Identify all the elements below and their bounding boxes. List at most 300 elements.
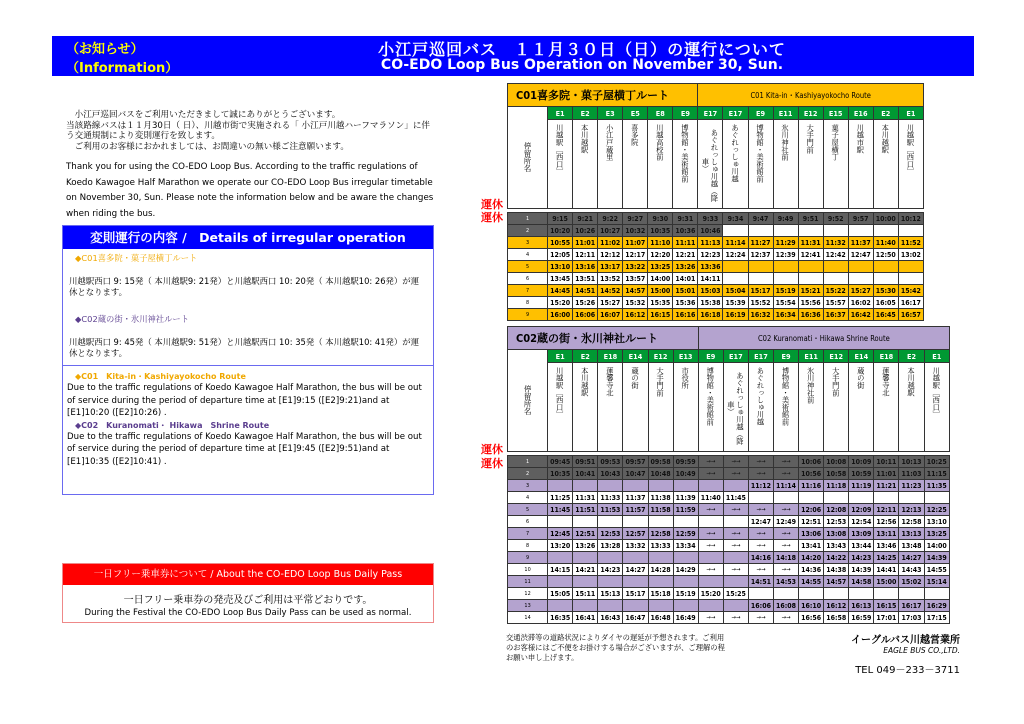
departure-time: [773, 261, 798, 273]
departure-time: 11:33: [598, 492, 623, 504]
departure-time: 10:56: [799, 468, 824, 480]
departure-time: 14:01: [673, 273, 698, 285]
departure-time: 16:37: [823, 309, 848, 321]
departure-time: 11:51: [573, 504, 598, 516]
timetable-row: [508, 576, 950, 588]
departure-time: 10:00: [873, 213, 898, 225]
departure-time: 16:57: [898, 309, 923, 321]
departure-time: 15:30: [873, 285, 898, 297]
departure-time: 13:28: [598, 540, 623, 552]
departure-time: →→: [698, 456, 723, 468]
departure-time: 13:20: [548, 540, 573, 552]
departure-time: 15:03: [698, 285, 723, 297]
stop-code: E2: [573, 350, 598, 363]
departure-time: [823, 261, 848, 273]
departure-time: 9:51: [798, 213, 823, 225]
stop-name: 蓮馨寺北: [605, 367, 615, 397]
departure-time: →→: [698, 564, 723, 576]
departure-time: 9:27: [623, 213, 648, 225]
departure-time: 15:20: [548, 297, 573, 309]
departure-time: [723, 600, 748, 612]
stop-code: E5: [623, 107, 648, 120]
stop-code: E9: [748, 107, 773, 120]
departure-time: 16:17: [898, 297, 923, 309]
page-title-en: CO-EDO Loop Bus Operation on November 30, Sun.: [380, 57, 784, 73]
departure-time: →→: [774, 612, 799, 624]
intro-text-jp: 小江戸巡回バスをご利用いただきまして誠にありがとうございます。 当該路線バスは１１月30日（ 日）、川越市街で実施される「 小江戸川越ハーフマラソン」に伴う交通規制により変則運行を致します。 ご利用のお客様におかれましては、お間違いの無い様ご注意願います。: [66, 110, 431, 152]
departure-time: 15:20: [698, 588, 723, 600]
departure-time: 15:19: [773, 285, 798, 297]
departure-time: 13:44: [849, 540, 874, 552]
departure-time: [798, 261, 823, 273]
trip-number: 6: [508, 273, 548, 285]
departure-time: 12:57: [623, 528, 648, 540]
stop-code: E18: [598, 350, 623, 363]
telephone: TEL 049－233－3711: [855, 665, 960, 676]
departure-time: [899, 492, 924, 504]
stop-name-header-label: 停留所名: [523, 384, 533, 415]
departure-time: [799, 492, 824, 504]
departure-time: 16:12: [623, 309, 648, 321]
departure-time: 16:06: [573, 309, 598, 321]
departure-time: 9:49: [773, 213, 798, 225]
departure-time: 14:18: [774, 552, 799, 564]
timetable-row: [508, 588, 950, 600]
departure-time: 14:51: [573, 285, 598, 297]
departure-time: 12:51: [799, 516, 824, 528]
c02-jp-text: 川越駅西口 9: 45発（ 本川越駅9: 51発）と川越駅西口 10: 35発（ 本川越駅10: 41発）が運休となります。: [69, 337, 420, 358]
stop-name: 本川越駅: [580, 124, 590, 154]
departure-time: 12:09: [849, 504, 874, 516]
stop-name-cell: [873, 120, 898, 209]
departure-time: 15:18: [648, 588, 673, 600]
departure-time: 10:47: [623, 468, 648, 480]
departure-time: 12:53: [598, 528, 623, 540]
departure-time: →→: [748, 456, 773, 468]
stop-code: E9: [698, 350, 723, 363]
departure-time: 17:15: [924, 612, 949, 624]
stop-name: 氷川神社前: [806, 367, 816, 404]
departure-time: 10:32: [623, 225, 648, 237]
stop-name-cell: [548, 120, 573, 209]
departure-time: 16:47: [623, 612, 648, 624]
c01-timetable: [507, 83, 924, 321]
departure-time: 11:27: [748, 237, 773, 249]
departure-time: [823, 225, 848, 237]
timetable-row: [508, 249, 924, 261]
stop-name: 本川越駅: [580, 367, 590, 397]
stop-code: E11: [799, 350, 824, 363]
departure-time: →→: [774, 528, 799, 540]
departure-time: 14:11: [698, 273, 723, 285]
departure-time: 14:51: [748, 576, 773, 588]
departure-time: [623, 576, 648, 588]
departure-time: 15:57: [823, 297, 848, 309]
departure-time: 12:56: [874, 516, 899, 528]
stop-name-cell: [848, 120, 873, 209]
departure-time: 15:04: [723, 285, 748, 297]
departure-time: [623, 516, 648, 528]
trip-number: 4: [508, 249, 548, 261]
trip-number: 7: [508, 528, 548, 540]
departure-time: 11:02: [598, 237, 623, 249]
departure-time: [899, 588, 924, 600]
departure-time: 10:08: [824, 456, 849, 468]
stop-name: あぐれっしゅ川越: [730, 124, 740, 183]
departure-time: 9:22: [598, 213, 623, 225]
stop-code: E1: [548, 350, 573, 363]
departure-time: 16:34: [773, 309, 798, 321]
departure-time: [598, 552, 623, 564]
stop-name-cell: [898, 120, 923, 209]
departure-time: [848, 273, 873, 285]
departure-time: 13:32: [623, 540, 648, 552]
departure-time: 10:49: [673, 468, 698, 480]
stop-name-cell: [799, 363, 824, 452]
stop-code: E14: [849, 350, 874, 363]
header-banner: [52, 36, 974, 76]
company-name-en: EAGLE BUS CO.,LTD.: [883, 646, 960, 655]
departure-time: [723, 273, 748, 285]
departure-time: 14:22: [824, 552, 849, 564]
departure-time: 16:16: [673, 309, 698, 321]
departure-time: 16:08: [774, 600, 799, 612]
departure-time: 14:39: [924, 552, 949, 564]
departure-time: 11:13: [698, 237, 723, 249]
departure-time: [598, 576, 623, 588]
departure-time: 15:35: [648, 297, 673, 309]
departure-time: 14:58: [849, 576, 874, 588]
departure-time: 11:16: [799, 480, 824, 492]
departure-time: 11:15: [924, 468, 949, 480]
departure-time: [773, 225, 798, 237]
departure-time: [698, 552, 723, 564]
departure-time: →→: [723, 612, 748, 624]
departure-time: 15:27: [598, 297, 623, 309]
departure-time: [924, 492, 949, 504]
departure-time: 13:52: [598, 273, 623, 285]
departure-time: 11:58: [648, 504, 673, 516]
trip-number: 3: [508, 237, 548, 249]
c02-route-title-jp: C02蔵の街・氷川神社ルート: [508, 327, 699, 350]
departure-time: 15:00: [648, 285, 673, 297]
trip-number: 3: [508, 480, 548, 492]
departure-time: 14:55: [924, 564, 949, 576]
departure-time: 12:13: [899, 504, 924, 516]
timetable-row: [508, 600, 950, 612]
departure-time: 10:46: [698, 225, 723, 237]
departure-time: [824, 492, 849, 504]
stop-name: あぐれっしゅ川越（降車）: [726, 371, 745, 445]
departure-time: 16:10: [799, 600, 824, 612]
departure-time: [573, 480, 598, 492]
c01-jp-title: ◆C01喜多院・菓子屋横丁ルート: [75, 253, 198, 263]
stop-name: 川越駅［西口］: [932, 367, 942, 419]
departure-time: 14:57: [824, 576, 849, 588]
departure-time: 10:55: [548, 237, 573, 249]
departure-time: 9:30: [648, 213, 673, 225]
stop-name-cell: [648, 120, 673, 209]
departure-time: 17:01: [874, 612, 899, 624]
departure-time: 11:52: [898, 237, 923, 249]
departure-time: →→: [723, 456, 748, 468]
departure-time: 13:45: [548, 273, 573, 285]
intro-text-en: Thank you for using the CO-EDO Loop Bus. According to the traffic regulations of Koedo Kawagoe Half Marathon we operate our CO-EDO Loop Bus irregular timetable on November 30, Sun. Please note the information below and be aware the changes when riding the bus.: [66, 162, 434, 219]
departure-time: [798, 273, 823, 285]
departure-time: →→: [748, 468, 773, 480]
departure-time: 11:38: [648, 492, 673, 504]
departure-time: 12:51: [573, 528, 598, 540]
stop-name-cell: [899, 363, 924, 452]
departure-time: [748, 492, 773, 504]
departure-time: 15:38: [698, 297, 723, 309]
departure-time: [774, 588, 799, 600]
stop-code: E15: [823, 107, 848, 120]
departure-time: 12:41: [798, 249, 823, 261]
stop-code: E9: [774, 350, 799, 363]
departure-time: 11:53: [598, 504, 623, 516]
departure-time: 13:10: [924, 516, 949, 528]
departure-time: 16:42: [848, 309, 873, 321]
departure-time: 9:34: [723, 213, 748, 225]
departure-time: [723, 552, 748, 564]
departure-time: 12:21: [673, 249, 698, 261]
stop-code: E2: [899, 350, 924, 363]
notice-label-en: （Information）: [66, 61, 179, 76]
departure-time: 10:25: [924, 456, 949, 468]
trip-number: 1: [508, 213, 548, 225]
trip-number: 5: [508, 504, 548, 516]
suspended-label: 運休: [481, 457, 503, 470]
stop-name-cell: [598, 120, 623, 209]
departure-time: 11:11: [673, 237, 698, 249]
departure-time: [873, 261, 898, 273]
stop-code: E16: [848, 107, 873, 120]
departure-time: 15:17: [748, 285, 773, 297]
stop-name-cell: [849, 363, 874, 452]
departure-time: [874, 492, 899, 504]
stop-name: 氷川神社前: [781, 124, 791, 161]
stop-code: E2: [873, 107, 898, 120]
departure-time: 12:11: [573, 249, 598, 261]
timetable-row: [508, 213, 924, 225]
departure-time: [723, 225, 748, 237]
departure-time: [698, 480, 723, 492]
stop-name: 川越駅［西口］: [906, 124, 916, 176]
stop-name-cell: [673, 363, 698, 452]
stop-name-cell: [874, 363, 899, 452]
departure-time: 12:47: [748, 516, 773, 528]
departure-time: [548, 480, 573, 492]
departure-time: [548, 552, 573, 564]
departure-time: 9:15: [548, 213, 573, 225]
trip-number: 8: [508, 297, 548, 309]
departure-time: 12:05: [548, 249, 573, 261]
stop-code: E9: [673, 107, 698, 120]
trip-number: 12: [508, 588, 548, 600]
departure-time: →→: [723, 504, 748, 516]
departure-time: 11:32: [823, 237, 848, 249]
departure-time: 13:36: [698, 261, 723, 273]
stop-name: 大手門前: [806, 124, 816, 154]
departure-time: [849, 492, 874, 504]
trip-number: 2: [508, 468, 548, 480]
departure-time: 16:56: [799, 612, 824, 624]
departure-time: 15:02: [899, 576, 924, 588]
departure-time: [623, 600, 648, 612]
stop-code: E8: [648, 107, 673, 120]
departure-time: 09:45: [548, 456, 573, 468]
departure-time: 10:41: [573, 468, 598, 480]
departure-time: 14:45: [548, 285, 573, 297]
departure-time: 11:10: [648, 237, 673, 249]
departure-time: 11:07: [623, 237, 648, 249]
departure-time: 13:22: [623, 261, 648, 273]
stop-code: E13: [673, 350, 698, 363]
stop-name-cell: [748, 120, 773, 209]
departure-time: [573, 600, 598, 612]
departure-time: 11:14: [723, 237, 748, 249]
departure-time: →→: [748, 540, 773, 552]
departure-time: 11:14: [774, 480, 799, 492]
departure-time: →→: [723, 540, 748, 552]
timetable-row: [508, 237, 924, 249]
departure-time: 12:06: [799, 504, 824, 516]
departure-time: 13:57: [623, 273, 648, 285]
departure-time: 11:40: [873, 237, 898, 249]
stop-name: 喜多院: [630, 124, 640, 146]
trip-number: 1: [508, 456, 548, 468]
departure-time: →→: [698, 612, 723, 624]
departure-time: [748, 261, 773, 273]
departure-time: 9:47: [748, 213, 773, 225]
departure-time: 11:40: [698, 492, 723, 504]
departure-time: 15:05: [548, 588, 573, 600]
stop-name: 川越市駅: [856, 124, 866, 154]
departure-time: 14:21: [573, 564, 598, 576]
timetable-row: [508, 492, 950, 504]
stop-code: E11: [773, 107, 798, 120]
stop-name-cell: [798, 120, 823, 209]
stop-name-header: [508, 107, 548, 209]
departure-time: 09:57: [623, 456, 648, 468]
departure-time: 15:11: [573, 588, 598, 600]
departure-time: 15:36: [673, 297, 698, 309]
departure-time: 16:18: [698, 309, 723, 321]
departure-time: →→: [698, 504, 723, 516]
stop-code: E17: [723, 107, 748, 120]
departure-time: 15:27: [848, 285, 873, 297]
departure-time: 15:52: [748, 297, 773, 309]
c01-en-text: Due to the traffic regulations of Koedo Kawagoe Half Marathon, the bus will be out of service during the period of departure time at [E1]9:15 ([E2]9:21)and at [E1]10:20 ([E2]10:26) .: [67, 383, 422, 418]
stop-name-cell: [924, 363, 949, 452]
departure-time: 13:48: [899, 540, 924, 552]
daily-pass-panel: [62, 563, 434, 623]
departure-time: [548, 576, 573, 588]
departure-time: 11:59: [673, 504, 698, 516]
timetable-row: [508, 309, 924, 321]
departure-time: 11:45: [723, 492, 748, 504]
departure-time: 12:50: [873, 249, 898, 261]
timetable-row: [508, 504, 950, 516]
departure-time: [648, 600, 673, 612]
departure-time: 14:20: [799, 552, 824, 564]
departure-time: 15:26: [573, 297, 598, 309]
departure-time: 12:08: [824, 504, 849, 516]
departure-time: 10:35: [648, 225, 673, 237]
departure-time: 12:49: [774, 516, 799, 528]
departure-time: 10:06: [799, 456, 824, 468]
stop-name-cell: [573, 363, 598, 452]
departure-time: 13:46: [874, 540, 899, 552]
departure-time: [648, 480, 673, 492]
trip-number: 6: [508, 516, 548, 528]
departure-time: 11:45: [548, 504, 573, 516]
departure-time: 10:12: [898, 213, 923, 225]
stop-name: 川越高校前: [655, 124, 665, 161]
departure-time: 16:15: [874, 600, 899, 612]
departure-time: →→: [748, 612, 773, 624]
timetable-row: [508, 225, 924, 237]
departure-time: [673, 516, 698, 528]
departure-time: 15:22: [823, 285, 848, 297]
departure-time: [598, 600, 623, 612]
departure-time: 14:15: [548, 564, 573, 576]
departure-time: [823, 273, 848, 285]
departure-time: →→: [698, 468, 723, 480]
departure-time: 12:11: [874, 504, 899, 516]
departure-time: 16:45: [873, 309, 898, 321]
stop-code: E12: [798, 107, 823, 120]
departure-time: [573, 576, 598, 588]
c02-en-title: ◆C02 Kuranomati・ Hikawa Shrine Route: [75, 420, 270, 430]
departure-time: 16:13: [849, 600, 874, 612]
suspended-label: 運休: [481, 211, 503, 224]
departure-time: 15:21: [798, 285, 823, 297]
daily-pass-text-jp: 一日フリー乗車券の発売及びご利用は平常どおりです。: [123, 595, 373, 606]
stop-name: 菓子屋横丁: [831, 124, 841, 161]
trip-number: 2: [508, 225, 548, 237]
departure-time: 15:32: [623, 297, 648, 309]
timetable-row: [508, 273, 924, 285]
departure-time: [598, 480, 623, 492]
departure-time: 10:36: [673, 225, 698, 237]
timetable-row: [508, 456, 950, 468]
departure-time: 12:25: [924, 504, 949, 516]
departure-time: 11:23: [899, 480, 924, 492]
departure-time: 12:37: [748, 249, 773, 261]
stop-name: 小江戸蔵里: [605, 124, 615, 161]
c02-en-text: Due to the traffic regulations of Koedo Kawagoe Half Marathon, the bus will be out of service during the period of departure time at [E1]9:45 ([E2]9:51)and at [E1]10:35 ([E2]10:41) .: [67, 431, 422, 467]
timetable-row: [508, 468, 950, 480]
departure-time: 10:58: [824, 468, 849, 480]
departure-time: 12:20: [648, 249, 673, 261]
stop-code: E3: [598, 107, 623, 120]
departure-time: 09:53: [598, 456, 623, 468]
trip-number: 13: [508, 600, 548, 612]
departure-time: 14:55: [799, 576, 824, 588]
departure-time: 14:27: [899, 552, 924, 564]
departure-time: 12:42: [823, 249, 848, 261]
departure-time: 16:59: [849, 612, 874, 624]
departure-time: 13:08: [824, 528, 849, 540]
departure-time: 11:31: [573, 492, 598, 504]
daily-pass-header: 一日フリー乗車券について / About the CO-EDO Loop Bus Daily Pass: [63, 564, 433, 585]
departure-time: 14:27: [623, 564, 648, 576]
departure-time: [723, 516, 748, 528]
departure-time: 09:59: [673, 456, 698, 468]
trip-number: 8: [508, 540, 548, 552]
